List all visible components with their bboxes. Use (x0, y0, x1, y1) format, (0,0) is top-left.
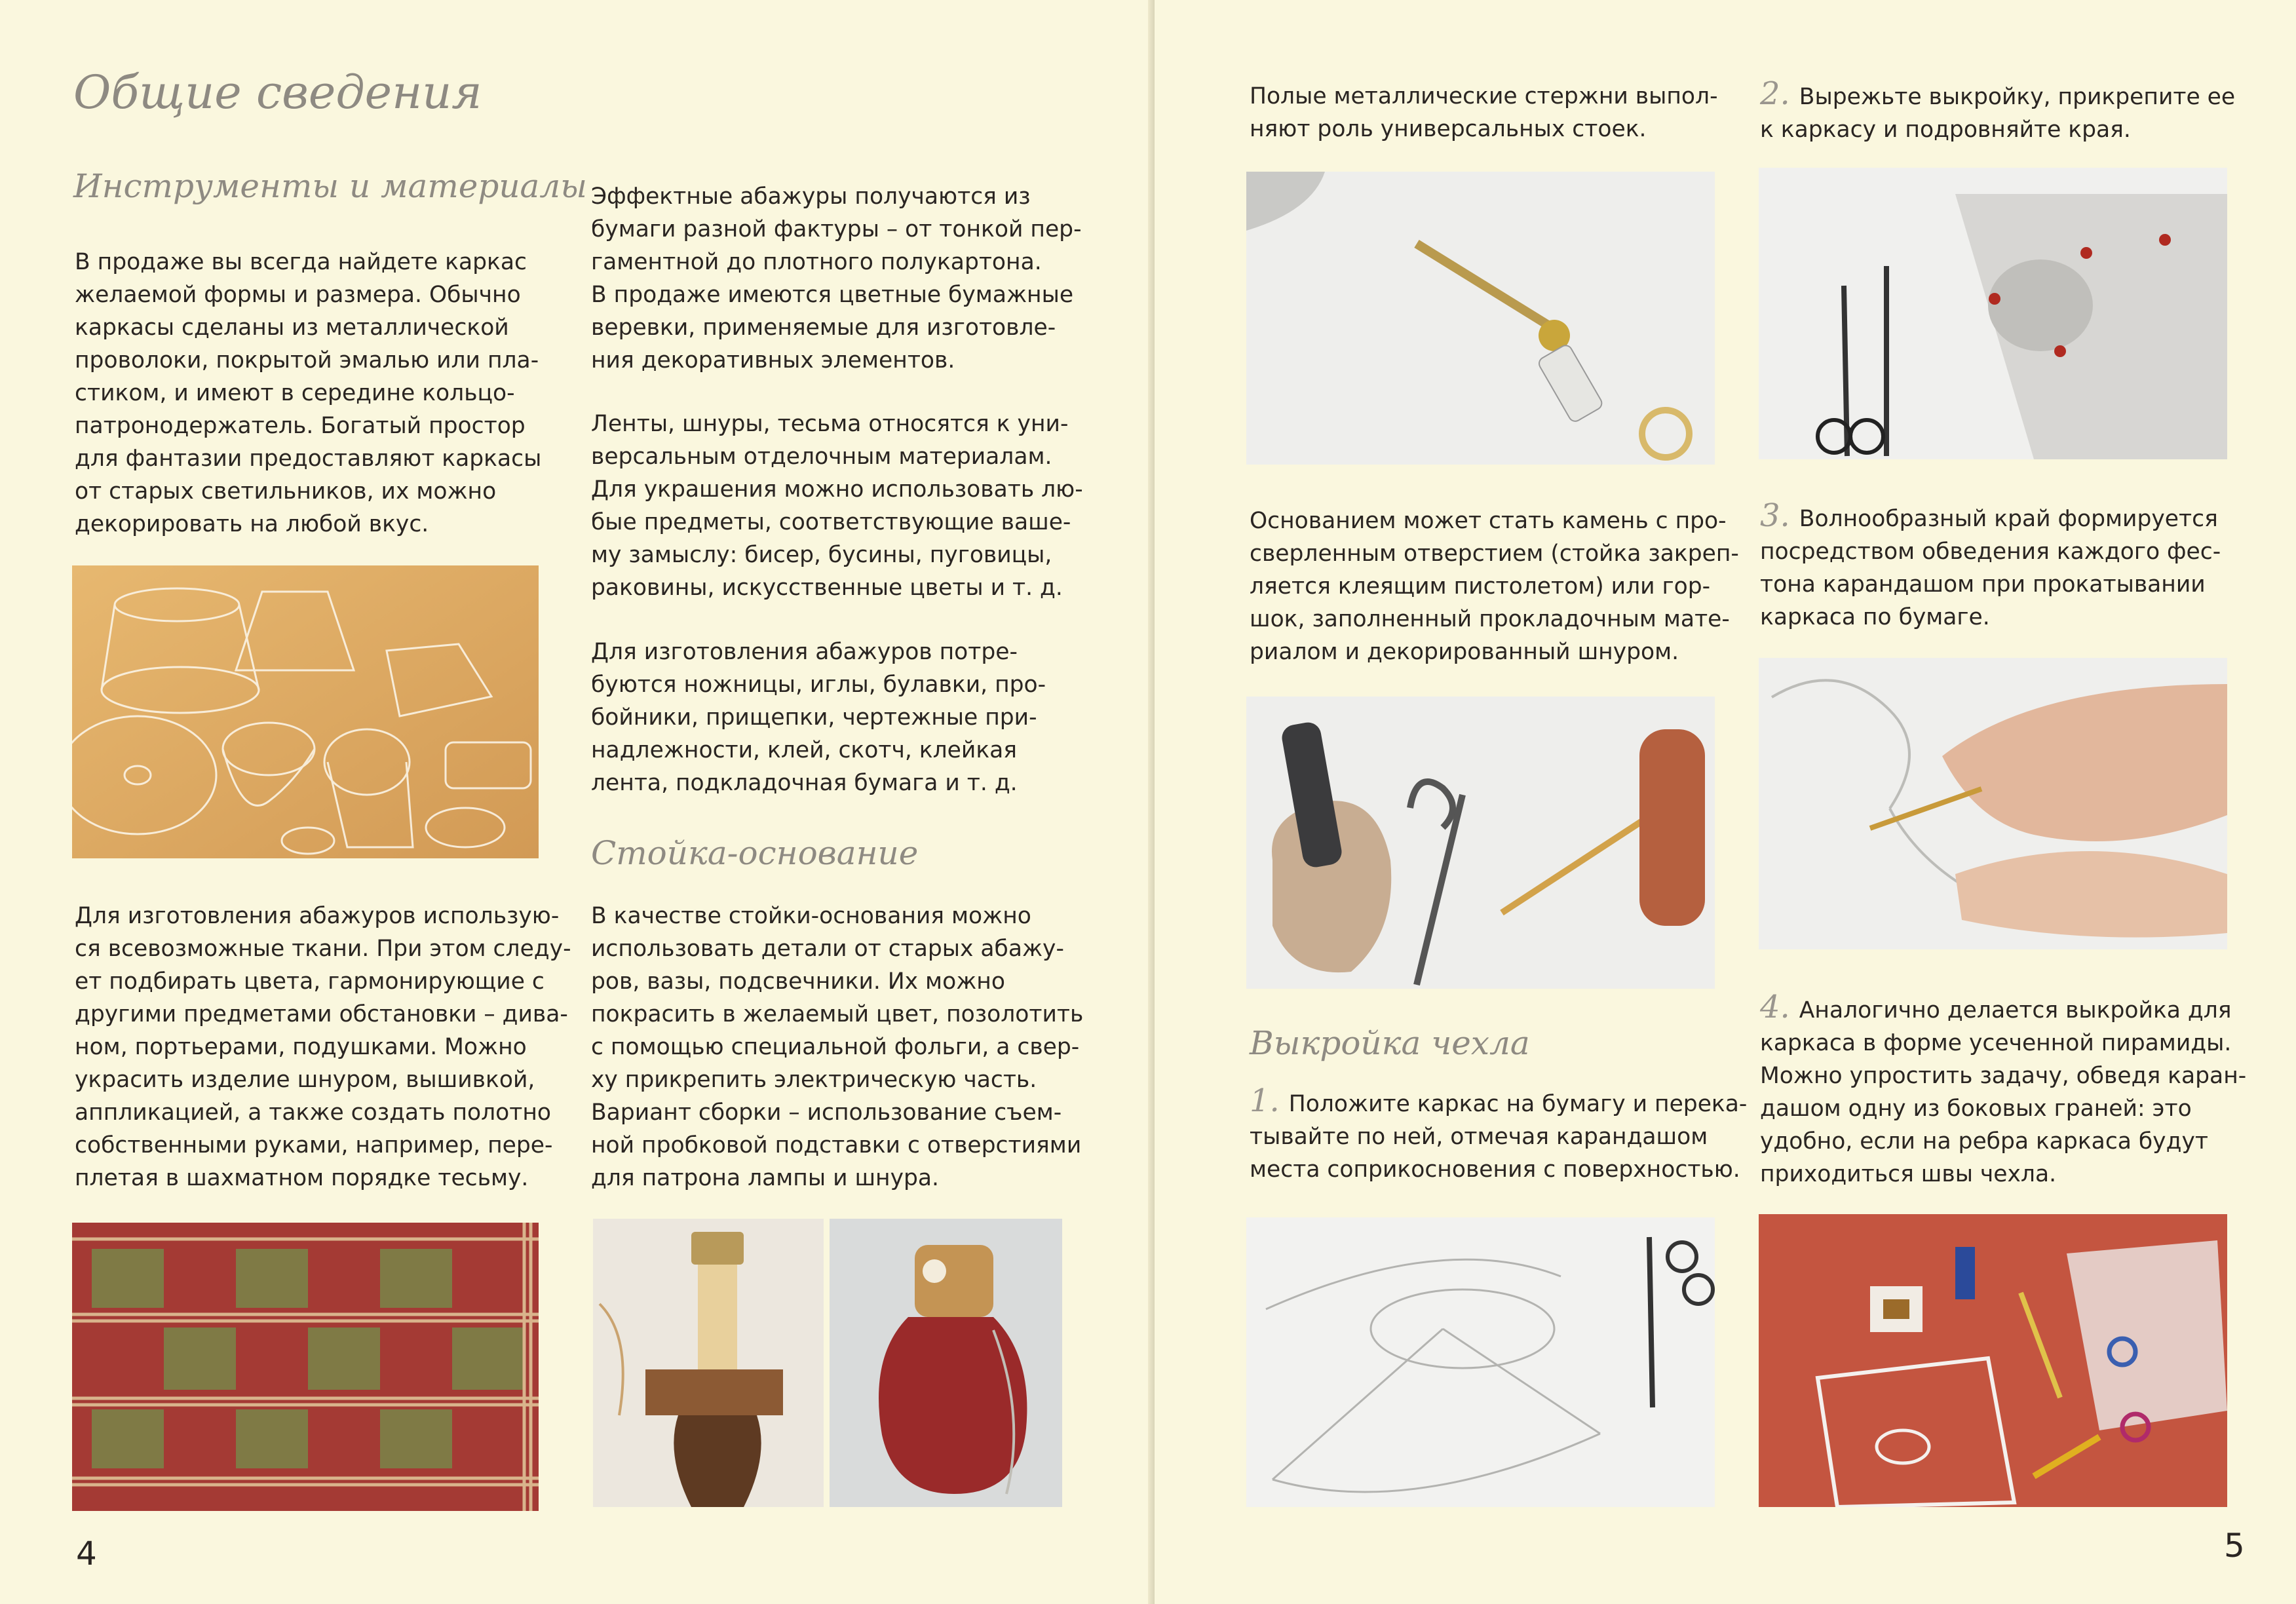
photo-hand-tracing (1759, 658, 2227, 949)
photo-stone-and-glue-gun (1246, 697, 1715, 989)
right-page (1155, 0, 2296, 1604)
step-1-number: 1. (1250, 1082, 1280, 1119)
photo-frame-on-paper (1246, 1217, 1715, 1507)
step-3-text: Волнообразный край формируется посредством обведения каждого фес- тона карандашом при прокатывании каркаса по бумаге. (1760, 506, 2221, 630)
photo-metal-rod (1246, 172, 1715, 465)
paragraph-stand: В качестве стойки-основания можно использовать детали от старых абажу- ров, вазы, подсвечники. Их можно покрасить в желаемый цвет, позолотить с помощью специальной фольги, а свер- ху прикрепить электрическую часть. Вариант сборки – использование съем- ной пробковой подставки с отверстиями для патрона лампы и шнура. (591, 903, 1084, 1191)
photo-vase-base (830, 1219, 1062, 1507)
paragraph-metal-rods: Полые металлические стержни выпол- няют роль универсальных стоек. (1250, 83, 1718, 142)
step-4-number: 4. (1760, 989, 1790, 1025)
photo-woven-ribbon (72, 1223, 539, 1511)
step-2 (1760, 77, 2235, 146)
paragraph-fabrics: Для изготовления абажуров использую- ся всевозможные ткани. При этом следу- ет подбирать цвета, гармонирующие с другими предметами обстановки – дива- ном, портьерами, подушками. Можно украсить изделие шнуром, вышивкой, аппликацией, а также создать полотно собственными руками, например, пере- плетая в шахматном порядке тесьму. (75, 903, 571, 1191)
step-2-text: Вырежьте выкройку, прикрепите ее к каркасу и подровняйте края. (1760, 84, 2236, 143)
step-1-text: Положите каркас на бумагу и перека- тывайте по ней, отмечая карандашом места соприкосновения с поверхностью. (1250, 1091, 1748, 1183)
paragraph-tools: Для изготовления абажуров потре- буются ножницы, иглы, булавки, про- бойники, прищепки, чертежные при- надлежности, клей, скотч, клейкая лента, подкладочная бумага и т. д. (591, 639, 1046, 796)
page-number-right: 5 (2224, 1527, 2245, 1565)
step-4-text: Аналогично делается выкройка для каркаса в форме усеченной пирамиды. Можно упростить задачу, обведя каран- дашом одну из боковых граней: это удобно, если на ребра каркаса будут приходиться швы чехла. (1760, 997, 2247, 1187)
page-title: Общие сведения (73, 66, 482, 119)
photo-wire-frames (72, 565, 539, 858)
paragraph-paper: Эффектные абажуры получаются из бумаги разной фактуры – от тонкой пер- гаментной до плотного полукартона. В продаже имеются цветные бумажные веревки, применяемые для изготовле- ния декоративных элементов. (591, 183, 1082, 373)
step-1 (1250, 1084, 1747, 1186)
section-heading-pattern: Выкройка чехла (1250, 1024, 1530, 1062)
step-4 (1760, 991, 2246, 1191)
paragraph-frames: В продаже вы всегда найдете каркас желаемой формы и размера. Обычно каркасы сделаны из металлической проволоки, покрытой эмалью или пла- стиком, и имеют в середине кольцо- патронодержатель. Богатый простор для фантазии предоставляют каркасы от старых светильников, их можно декорировать на любой вкус. (75, 249, 542, 537)
photo-lamp-candlestick (593, 1219, 824, 1507)
section-heading-tools: Инструменты и материалы (73, 167, 587, 205)
page-number-left: 4 (76, 1535, 97, 1573)
photo-pyramid-frame-tools (1759, 1214, 2227, 1507)
step-3-number: 3. (1760, 497, 1790, 534)
paragraph-stone-base: Основанием может стать камень с про- сверленным отверстием (стойка закреп- ляется клеящим пистолетом) или гор- шок, заполненный прокладочным мате- риалом и декорированный шнуром. (1250, 508, 1739, 665)
photo-cut-pattern (1759, 168, 2227, 459)
step-3 (1760, 499, 2221, 634)
step-2-number: 2. (1760, 75, 1790, 112)
paragraph-ribbons: Ленты, шнуры, тесьма относятся к уни- версальным отделочным материалам. Для украшения можно использовать лю- бые предметы, соответствующие ваше- му замыслу: бисер, бусины, пуговицы, раковины, искусственные цветы и т. д. (591, 411, 1083, 601)
section-heading-stand: Стойка-основание (591, 834, 919, 872)
